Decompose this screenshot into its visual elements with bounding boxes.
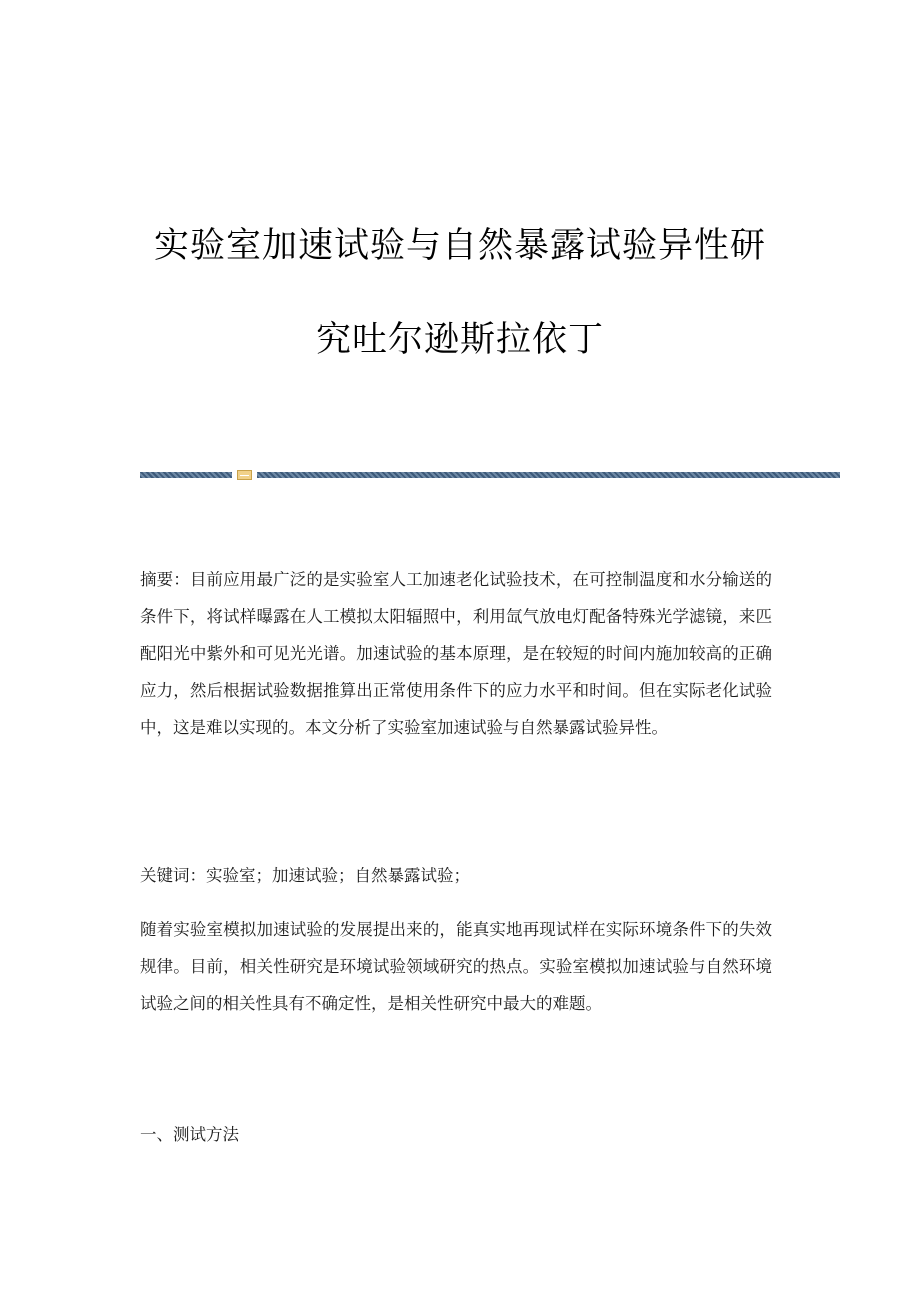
divider-bar-right bbox=[257, 472, 840, 478]
keywords-paragraph: 关键词：实验室；加速试验；自然暴露试验； bbox=[140, 866, 470, 885]
title-divider bbox=[140, 470, 840, 480]
divider-ornament-icon bbox=[237, 470, 252, 480]
section-heading-test-method: 一、测试方法 bbox=[140, 1125, 239, 1144]
abstract-paragraph: 摘要：目前应用最广泛的是实验室人工加速老化试验技术，在可控制温度和水分输送的条件下，将试样曝露在人工模拟太阳辐照中，利用氙气放电灯配备特殊光学滤镜，来匹配阳光中紫外和可见光光谱。加速试验的基本原理，是在较短的时间内施加较高的正确应力，然后根据试验数据推算出正常使用条件下的应力水平和时间。但在实际老化试验中，这是难以实现的。本文分析了实验室加速试验与自然暴露试验异性。 bbox=[140, 570, 772, 737]
document-title-line-2: 究吐尔逊斯拉依丁 bbox=[315, 320, 604, 360]
document-title-line-1: 实验室加速试验与自然暴露试验异性研 bbox=[153, 226, 766, 266]
divider-bar-left bbox=[140, 472, 232, 478]
intro-paragraph: 随着实验室模拟加速试验的发展提出来的，能真实地再现试样在实际环境条件下的失效规律。目前，相关性研究是环境试验领域研究的热点。实验室模拟加速试验与自然环境试验之间的相关性具有不确定性，是相关性研究中最大的难题。 bbox=[140, 920, 772, 1013]
